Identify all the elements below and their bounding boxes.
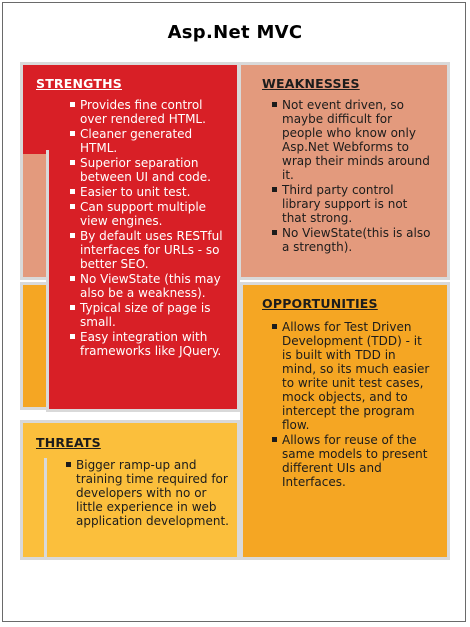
strengths-item: No ViewState (this may also be a weakness). — [70, 272, 228, 300]
threats-list — [66, 458, 232, 529]
weaknesses-heading: WEAKNESSES — [262, 76, 360, 91]
threats-heading: THREATS — [36, 435, 101, 450]
strengths-item: Superior separation between UI and code. — [70, 156, 228, 184]
strengths-item: Easy integration with frameworks like JQuery. — [70, 330, 228, 358]
weaknesses-item: Third party control library support is not that strong. — [272, 183, 432, 225]
strengths-item: By default uses RESTful interfaces for URLs - so better SEO. — [70, 229, 228, 271]
page-title: Asp.Net MVC — [167, 22, 303, 43]
weaknesses-item: Not event driven, so maybe difficult for people who know only Asp.Net Webforms to wrap their minds around it. — [272, 98, 432, 182]
weaknesses-item: No ViewState(this is also a strength). — [272, 226, 432, 254]
threats-item: Bigger ramp-up and training time required for developers with no or little experience in web application development. — [66, 458, 232, 528]
opportunities-item: Allows for Test Driven Development (TDD) - it is built with TDD in mind, so its much easier to write unit test cases, mock objects, and to intercept the program flow. — [272, 320, 432, 432]
strengths-item: Cleaner generated HTML. — [70, 127, 228, 155]
opportunities-list — [272, 320, 432, 490]
strengths-list — [70, 98, 228, 359]
strengths-item: Provides fine control over rendered HTML. — [70, 98, 228, 126]
opportunities-item: Allows for reuse of the same models to present different UIs and Interfaces. — [272, 433, 432, 489]
strengths-item: Typical size of page is small. — [70, 301, 228, 329]
strengths-heading: STRENGTHS — [36, 76, 122, 91]
opportunities-heading: OPPORTUNITIES — [262, 296, 378, 311]
strengths-item: Can support multiple view engines. — [70, 200, 228, 228]
strengths-item: Easier to unit test. — [70, 185, 228, 199]
weaknesses-list — [272, 98, 432, 255]
